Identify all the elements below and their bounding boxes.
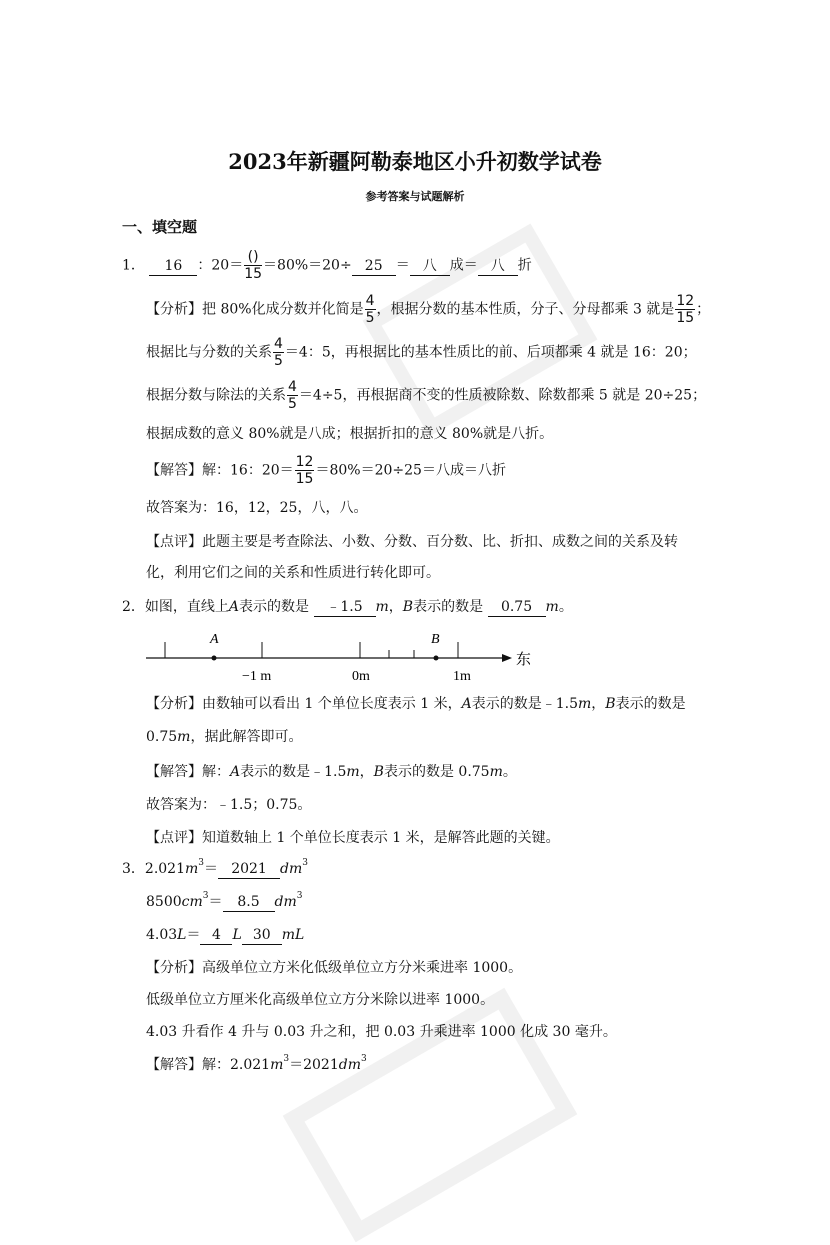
q2-solution: 【解答】解：A表示的数是﹣1.5m，B表示的数是 0.75m。 xyxy=(146,764,517,780)
q1-text: 成＝ xyxy=(449,257,478,274)
tick-label-0: 0m xyxy=(352,669,370,684)
q3-blank-1: 2021 xyxy=(218,860,280,879)
fraction-4-5: $\frac{4}{5}$ xyxy=(288,379,297,412)
q1-text: 折 xyxy=(517,257,532,274)
q1-blank-3: 25 xyxy=(352,257,396,276)
q1-number: 1． xyxy=(122,257,145,274)
q3-solution: 【解答】解：$2.021m^3=2021dm^3$ xyxy=(146,1054,367,1073)
q1-analysis-line-3: 根据分数与除法的关系 $\frac{4}{5}$ ＝4÷5，再根据商不变的性质被除数、除数都乘 5 就是 20÷25； xyxy=(146,379,707,412)
fraction-12-15: $\frac{12}{15}$ xyxy=(676,293,695,326)
q1-solution: 【解答】解：16：20＝ $\frac{12}{15}$ ＝80%＝20÷25＝八成＝八折 xyxy=(146,454,506,487)
q3-blank-2: 8.5 xyxy=(223,893,275,912)
q1-stem xyxy=(122,250,532,281)
solve-tag: 【解答】 xyxy=(146,462,202,479)
axis-arrow-icon xyxy=(502,654,512,662)
fraction-4-5: $\frac{4}{5}$ xyxy=(365,293,375,326)
q1-text: ＝80%＝20÷ xyxy=(263,257,352,274)
q3-analysis-line-2: 低级单位立方厘米化高级单位立方分米除以进率 1000。 xyxy=(146,992,495,1008)
q3-line-2: $8500cm^3= 8.5$ $dm^3$ xyxy=(146,891,303,910)
q1-analysis-line-4: 根据成数的意义 80%就是八成；根据折扣的意义 80%就是八折。 xyxy=(146,426,554,442)
fraction-12-15: $\frac{12}{15}$ xyxy=(295,454,314,487)
q3-analysis-line-1: 【分析】高级单位立方米化低级单位立方分米乘进率 1000。 xyxy=(146,960,523,976)
point-a-label: A xyxy=(210,632,219,647)
q3-line-3: 4.03L＝ 4 L 30 mL xyxy=(146,927,305,943)
q1-analysis-line-1: 【分析】把 80%化成分数并化简是 $\frac{4}{5}$ ，根据分数的基本性质，分子、分母都乘 3 就是 $\frac{12}{15}$ ； xyxy=(146,293,711,326)
q2-stem: 2．如图，直线上A表示的数是 ﹣1.5 m，B表示的数是 0.75 m。 xyxy=(122,599,573,615)
q1-fraction-blank: $\frac{()}{15}$ xyxy=(244,249,263,282)
q2-analysis-line-1: 【分析】由数轴可以看出 1 个单位长度表示 1 米，A表示的数是﹣1.5m，B表示的数是 xyxy=(146,696,686,712)
q1-comment-line-1: 【点评】此题主要是考查除法、小数、分数、百分数、比、折扣、成数之间的关系及转 xyxy=(146,534,678,550)
point-b-label: B xyxy=(431,632,440,647)
q1-blank-5: 八 xyxy=(478,257,518,276)
q2-blank-a: ﹣1.5 xyxy=(314,598,376,617)
tick-label-neg1: −1 m xyxy=(242,669,272,684)
q3-blank-3: 4 xyxy=(200,926,232,945)
east-label: 东 xyxy=(516,650,532,668)
q1-blank-1: 16 xyxy=(149,257,197,276)
tick-label-1: 1m xyxy=(453,669,471,684)
q1-text: ＝ xyxy=(395,257,410,274)
q1-comment-line-2: 化，利用它们之间的关系和性质进行转化即可。 xyxy=(146,565,440,581)
q1-analysis-line-2: 根据比与分数的关系 $\frac{4}{5}$ ＝4：5，再根据比的基本性质比的前、后项都乘 4 就是 16：20； xyxy=(146,336,697,369)
fraction-4-5: $\frac{4}{5}$ xyxy=(274,336,283,369)
comment-tag: 【点评】 xyxy=(146,534,202,550)
number-line-figure xyxy=(140,626,540,686)
section-heading: 一、填空题 xyxy=(122,218,198,236)
q1-blank-4: 八 xyxy=(410,257,450,276)
point-b xyxy=(434,656,439,661)
page-subtitle: 参考答案与试题解析 xyxy=(365,190,465,203)
q1-text: ：20＝ xyxy=(197,257,244,274)
q2-comment: 【点评】知道数轴上 1 个单位长度表示 1 米，是解答此题的关键。 xyxy=(146,830,560,846)
q3-line-1: 3．$2.021m^3= 2021$ $dm^3$ xyxy=(122,858,309,877)
analysis-tag: 【分析】 xyxy=(146,301,202,318)
point-a xyxy=(212,656,217,661)
q1-answer: 故答案为：16，12，25，八，八。 xyxy=(146,500,368,516)
q2-blank-b: 0.75 xyxy=(488,598,546,617)
q2-analysis-line-2: 0.75m，据此解答即可。 xyxy=(146,729,303,745)
page-title: 2023年新疆阿勒泰地区小升初数学试卷 xyxy=(228,149,602,174)
q3-blank-4: 30 xyxy=(242,926,282,945)
q3-analysis-line-3: 4.03 升看作 4 升与 0.03 升之和，把 0.03 升乘进率 1000 化成 30 毫升。 xyxy=(146,1024,617,1040)
q2-answer: 故答案为：﹣1.5；0.75。 xyxy=(146,797,312,813)
